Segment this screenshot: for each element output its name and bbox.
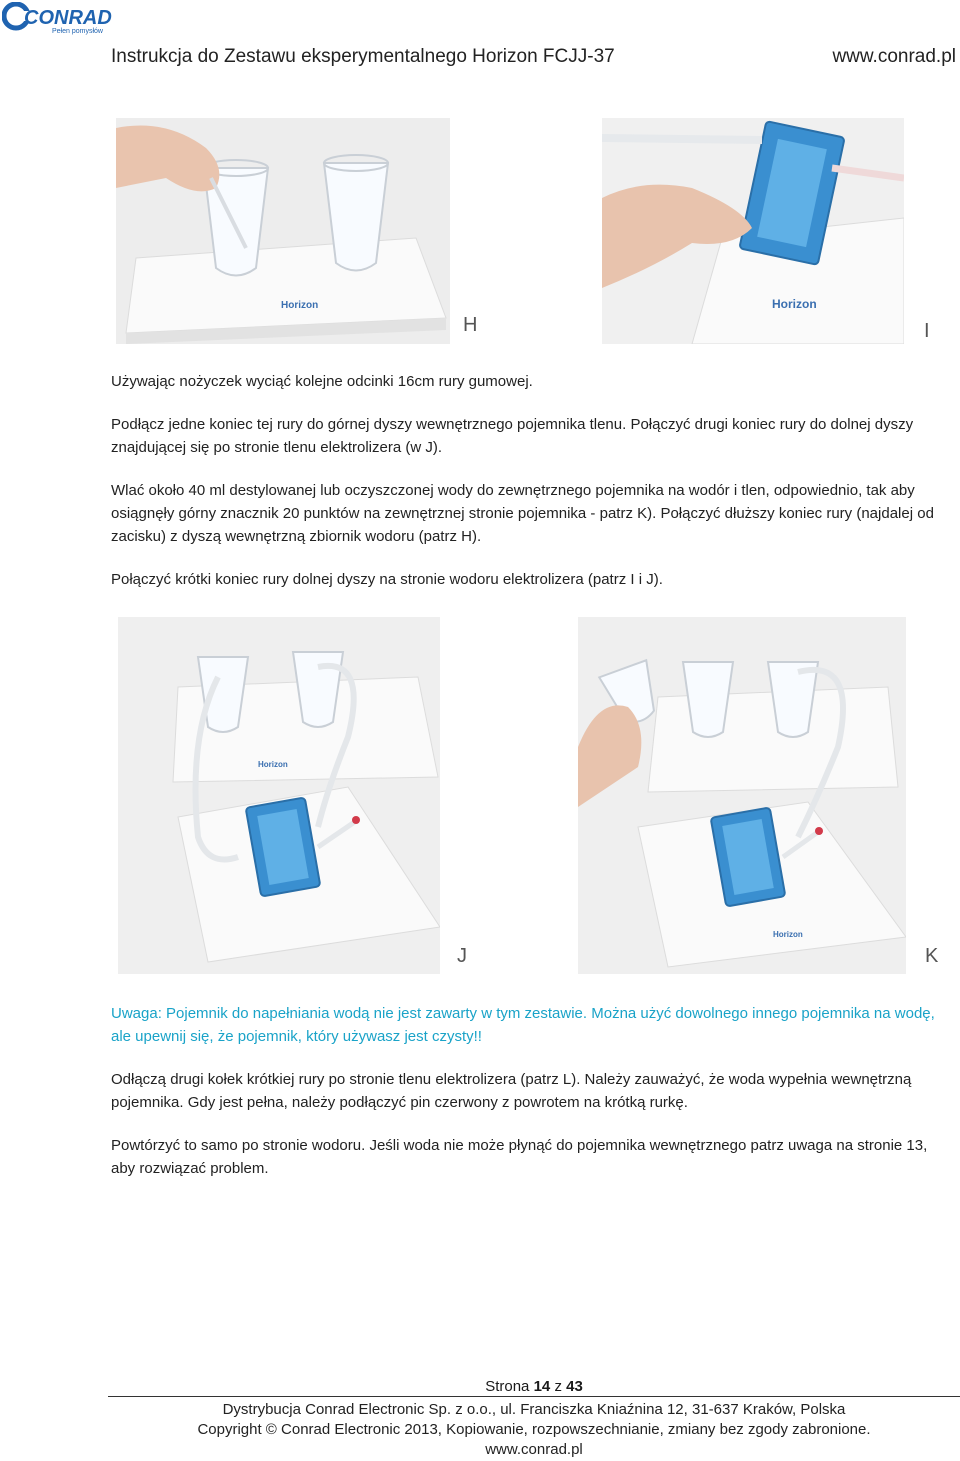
paragraph-6: Powtórzyć to samo po stronie wodoru. Jeśli woda nie może płynąć do pojemnika wewnętrznego patrz uwaga na stronie 13, aby rozwiązać problem. [111,1137,928,1177]
photo-i [602,118,904,344]
logo-brand: CONRAD [24,7,112,29]
photo-k [578,617,906,974]
photo-h-brand: Horizon [281,300,319,311]
footer-divider [108,1396,960,1397]
paragraph-5: Odłączą drugi kołek krótkiej rury po stronie tlenu elektrolizera (patrz L). Należy zauważyć, że woda wypełnia wewnętrzną pojemnika. Gdy jest pełna, należy podłączyć pin czerwony z powrotem na krótką rurkę. [111,1071,912,1111]
paragraph-2: Podłącz jedne koniec tej rury do górnej dyszy wewnętrznego pojemnika tlenu. Połączyć drugi koniec rury do dolnej dyszy znajdującej się po stronie tlenu elektrolizera (w J). [111,416,914,456]
figure-label-h: H [463,314,478,336]
conrad-logo [2,2,112,36]
note-warning: Uwaga: Pojemnik do napełniania wodą nie jest zawarty w tym zestawie. Można użyć dowolnego innego pojemnika na wodę, ale upewnij się, że pojemnik, który używasz jest czysty!! [111,1005,935,1045]
page-prefix: Strona [485,1378,530,1395]
logo-tagline: Pełen pomysłów [52,28,103,35]
photo-k-brand: Horizon [773,930,803,939]
photo-j [118,617,440,974]
page-sep: z [554,1378,562,1395]
photo-j-brand: Horizon [258,760,288,769]
page-current: 14 [533,1378,551,1395]
paragraph-4: Połączyć krótki koniec rury dolnej dyszy na stronie wodoru elektrolizera (patrz I i J). [111,571,663,588]
footer-copyright: Copyright © Conrad Electronic 2013, Kopiowanie, rozpowszechnianie, zmiany bez zgody zabronione. [197,1421,871,1438]
paragraph-3: Wlać około 40 ml destylowanej lub oczyszczonej wody do zewnętrznego pojemnika na wodór i tlen, odpowiednio, tak aby osiągnęły górny znacznik 20 punktów na zewnętrznej stronie pojemnika - patrz K). Połączyć dłuższy koniec rury (najdalej od zacisku) z dyszą wewnętrzną zbiornik wodoru (patrz H). [111,482,934,545]
page-total: 43 [566,1378,583,1395]
header-url: www.conrad.pl [832,46,956,67]
photo-i-brand: Horizon [772,297,817,311]
footer-url: www.conrad.pl [485,1441,583,1458]
page-number [0,1378,960,1395]
document-title: Instrukcja do Zestawu eksperymentalnego Horizon FCJJ-37 [111,46,615,67]
figure-label-i: I [924,320,930,342]
footer-distribution: Dystrybucja Conrad Electronic Sp. z o.o., ul. Franciszka Kniaźnina 12, 31-637 Kraków, Polska [222,1401,846,1418]
photo-h [116,118,450,344]
paragraph-1: Używając nożyczek wyciąć kolejne odcinki 16cm rury gumowej. [111,373,533,390]
figure-label-j: J [457,945,467,967]
figure-label-k: K [925,945,939,967]
